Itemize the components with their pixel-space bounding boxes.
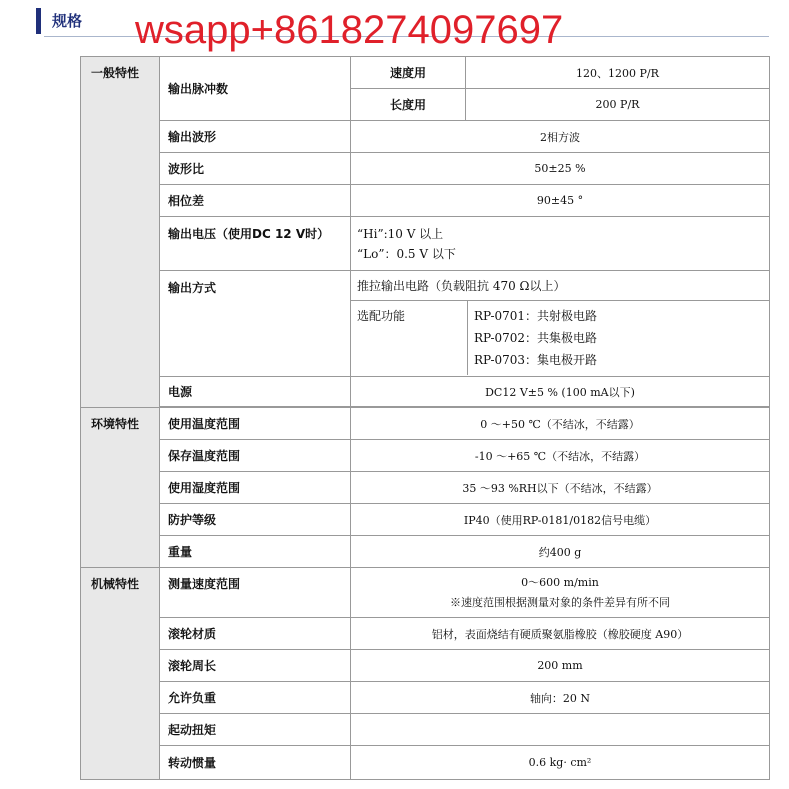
table-row <box>81 57 770 89</box>
item-value: 轴向：20 N <box>351 682 770 714</box>
section-title: 规格 <box>52 12 83 30</box>
item-value: 200 P/R <box>466 89 770 121</box>
item-value: 推拉输出电路（负载阻抗 470 Ω以上） <box>351 271 770 301</box>
item-value: 35 ～93 %RH以下（不结冰，不结露） <box>351 472 770 504</box>
sub-label: 长度用 <box>351 89 466 121</box>
table-row <box>81 504 770 536</box>
item-label: 重量 <box>160 536 351 568</box>
item-label: 转动惯量 <box>160 746 351 780</box>
voltage-hi: “Hi”:10 V 以上 <box>357 226 444 241</box>
item-label: 输出波形 <box>160 121 351 153</box>
category-mechanical: 机械特性 <box>81 568 160 780</box>
table-row <box>81 377 770 407</box>
item-label: 保存温度范围 <box>160 440 351 472</box>
item-label: 使用湿度范围 <box>160 472 351 504</box>
table-row <box>81 153 770 185</box>
item-value: 2相方波 <box>351 121 770 153</box>
item-value: IP40（使用RP-0181/0182信号电缆） <box>351 504 770 536</box>
sub-label: 速度用 <box>351 57 466 89</box>
option-item: RP-0702：共集极电路 <box>474 331 598 345</box>
item-value: 0 ～+50 ℃（不结冰，不结露） <box>351 408 770 440</box>
table-row <box>81 650 770 682</box>
item-value: DC12 V±5 % (100 mA以下) <box>351 377 770 407</box>
item-value: 90±45 ° <box>351 185 770 217</box>
header-accent-bar <box>36 8 41 34</box>
speed-range-note: ※速度范围根据测量对象的条件差异有所不同 <box>450 595 670 609</box>
item-label: 输出脉冲数 <box>160 57 351 121</box>
table-row <box>81 746 770 780</box>
item-value <box>351 568 770 618</box>
table-row <box>81 185 770 217</box>
voltage-lo: “Lo”：0.5 V 以下 <box>357 246 456 261</box>
category-general: 一般特性 <box>81 57 160 408</box>
table-row <box>81 568 770 618</box>
table-row <box>81 217 770 271</box>
option-item: RP-0701：共射极电路 <box>474 309 598 323</box>
item-label: 波形比 <box>160 153 351 185</box>
table-row <box>81 472 770 504</box>
item-value: 50±25 % <box>351 153 770 185</box>
table-row <box>81 408 770 440</box>
item-value: 120、1200 P/R <box>466 57 770 89</box>
item-label: 相位差 <box>160 185 351 217</box>
table-row <box>81 536 770 568</box>
option-label: 选配功能 <box>351 301 468 375</box>
item-value <box>351 714 770 746</box>
item-label: 使用温度范围 <box>160 408 351 440</box>
spec-table <box>80 56 770 780</box>
table-row <box>81 121 770 153</box>
item-value <box>351 217 770 271</box>
item-label: 滚轮材质 <box>160 618 351 650</box>
item-label: 允许负重 <box>160 682 351 714</box>
table-row <box>81 271 770 301</box>
item-label: 输出方式 <box>160 271 351 377</box>
option-block <box>351 301 769 375</box>
speed-range-value: 0～600 m/min <box>521 575 599 589</box>
category-environment: 环境特性 <box>81 408 160 568</box>
table-row <box>81 714 770 746</box>
item-label: 输出电压（使用DC 12 V时） <box>160 217 351 271</box>
table-row <box>81 618 770 650</box>
item-value: 0.6 kg· cm² <box>351 746 770 780</box>
option-list <box>468 301 603 375</box>
item-value: 铝材，表面烧结有硬质聚氨脂橡胶（橡胶硬度 A90） <box>351 618 770 650</box>
item-value: -10 ～+65 ℃（不结冰，不结露） <box>351 440 770 472</box>
item-label: 滚轮周长 <box>160 650 351 682</box>
watermark-text: wsapp+8618274097697 <box>135 8 564 52</box>
item-label: 测量速度范围 <box>160 568 351 618</box>
item-value: 约400 g <box>351 536 770 568</box>
item-label: 电源 <box>160 377 351 407</box>
item-label: 起动扭矩 <box>160 714 351 746</box>
item-label: 防护等级 <box>160 504 351 536</box>
option-cell <box>351 301 770 377</box>
option-item: RP-0703：集电极开路 <box>474 353 598 367</box>
table-row <box>81 440 770 472</box>
item-value: 200 mm <box>351 650 770 682</box>
table-row <box>81 682 770 714</box>
